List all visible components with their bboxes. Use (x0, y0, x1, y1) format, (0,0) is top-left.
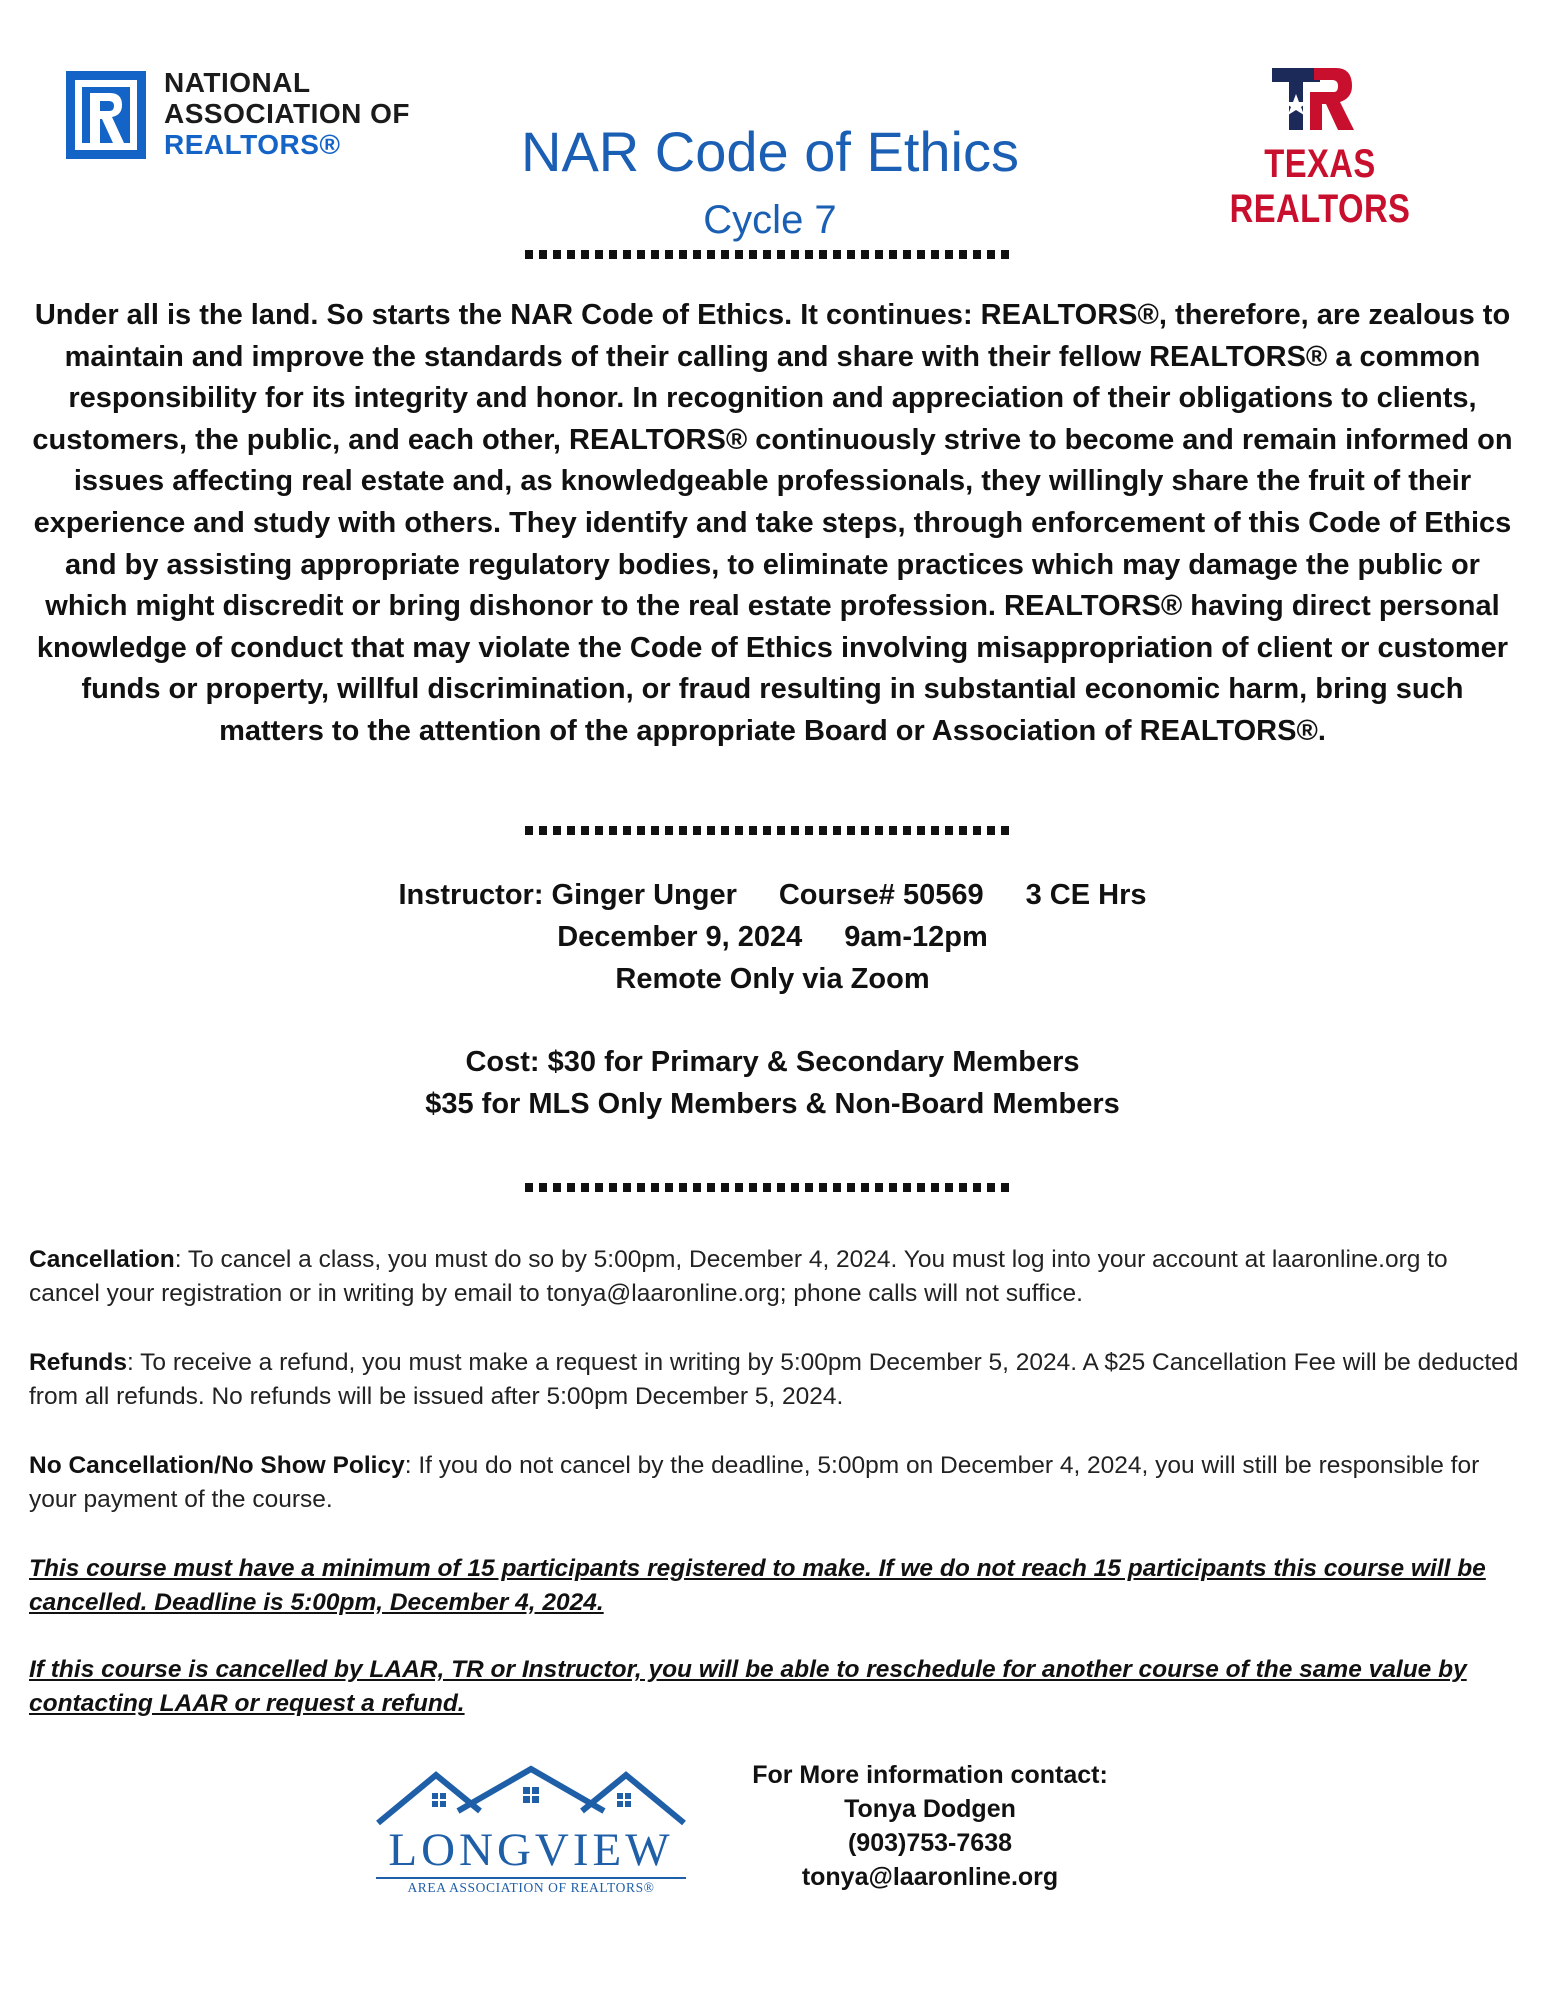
contact-phone: (903)753-7638 (847, 1829, 1012, 1857)
house-rooflines-icon (376, 1765, 686, 1827)
page-title: NAR Code of Ethics (521, 120, 1019, 183)
nar-logo (66, 67, 456, 163)
nar-line-3: REALTORS® (164, 129, 341, 160)
code-of-ethics-preamble: Under all is the land. So starts the NAR Code of Ethics. It continues: REALTORS®, therefore, are zealous to maintain and improve the standards of their calling and share with their fellow REALTORS® a common responsibility for its integrity and honor. In recognition and appreciation of their obligations to clients, customers, the public, and each other, REALTORS® continuously strive to become and remain informed on issues affecting real estate and, as knowledgeable professionals, they willingly share the fruit of their experience and study with others. They identify and take steps, through enforcement of this Code of Ethics and by assisting appropriate regulatory bodies, to eliminate practices which may damage the public or which might discredit or bring dishonor to the real estate profession. REALTORS® having direct personal knowledge of conduct that may violate the Code of Ethics involving misappropriation of client or customer funds or property, willful discrimination, or fraud resulting in substantial economic harm, bring such matters to the attention of the appropriate Board or Association of REALTORS®. (32, 299, 1513, 747)
longview-tagline: AREA ASSOCIATION OF REALTORS® (376, 1877, 686, 1896)
course-number: Course# 50569 (778, 879, 984, 911)
cost-primary: Cost: $30 for Primary & Secondary Members (465, 1046, 1080, 1078)
page-subtitle: Cycle 7 (703, 198, 837, 242)
dotted-divider (525, 1183, 1015, 1192)
course-time: 9am-12pm (844, 921, 988, 953)
course-date: December 9, 2024 (557, 921, 803, 953)
cost-mls: $35 for MLS Only Members & Non-Board Members (425, 1088, 1120, 1120)
course-schedule-line (200, 916, 1345, 958)
nar-line-1: NATIONAL (164, 67, 311, 98)
course-location: Remote Only via Zoom (615, 963, 930, 995)
cancellation-text: : To cancel a class, you must do so by 5:00pm, December 4, 2024. You must log into your account at laaronline.org to cancel your registration or in writing by email to tonya@laaronline.org; phone calls will not suffice. (29, 1246, 1448, 1307)
noshow-label: No Cancellation/No Show Policy (29, 1452, 405, 1479)
texas-realtors-logo (1175, 60, 1465, 231)
texas-realtors-tr-icon (1270, 64, 1355, 134)
minimum-participants-notice: This course must have a minimum of 15 participants registered to make. If we do not reach 15 participants this course will be cancelled. Deadline is 5:00pm, December 4, 2024. (29, 1555, 1486, 1616)
contact-email: tonya@laaronline.org (801, 1863, 1059, 1891)
nar-block-r-icon (66, 71, 146, 159)
contact-name: Tonya Dodgen (844, 1795, 1016, 1823)
refunds-label: Refunds (29, 1349, 127, 1376)
cancellation-policy (29, 1243, 1519, 1310)
instructor: Instructor: Ginger Unger (398, 879, 737, 911)
cancellation-label: Cancellation (29, 1246, 175, 1273)
dotted-divider (525, 826, 1015, 835)
dotted-divider (525, 250, 1015, 259)
texas-realtors-name: TEXAS REALTORS (1229, 142, 1411, 231)
no-show-policy (29, 1449, 1519, 1516)
refunds-text: : To receive a refund, you must make a request in writing by 5:00pm December 5, 2024. A $25 Cancellation Fee will be deducted from all refunds. No refunds will be issued after 5:00pm December 5, 2024. (29, 1349, 1519, 1410)
contact-block (700, 1758, 1160, 1894)
course-info-line (200, 874, 1345, 916)
nar-line-2: ASSOCIATION OF (164, 98, 411, 129)
longview-association-logo (376, 1765, 686, 1895)
contact-heading: For More information contact: (752, 1761, 1108, 1789)
ce-hours: 3 CE Hrs (1025, 879, 1147, 911)
refund-policy (29, 1346, 1519, 1413)
reschedule-notice: If this course is cancelled by LAAR, TR or Instructor, you will be able to reschedule for another course of the same value by contacting LAAR or request a refund. (29, 1656, 1467, 1717)
longview-name: LONGVIEW (388, 1824, 674, 1876)
noshow-text: : If you do not cancel by the deadline, 5:00pm on December 4, 2024, you will still be responsible for your payment of the course. (29, 1452, 1480, 1513)
